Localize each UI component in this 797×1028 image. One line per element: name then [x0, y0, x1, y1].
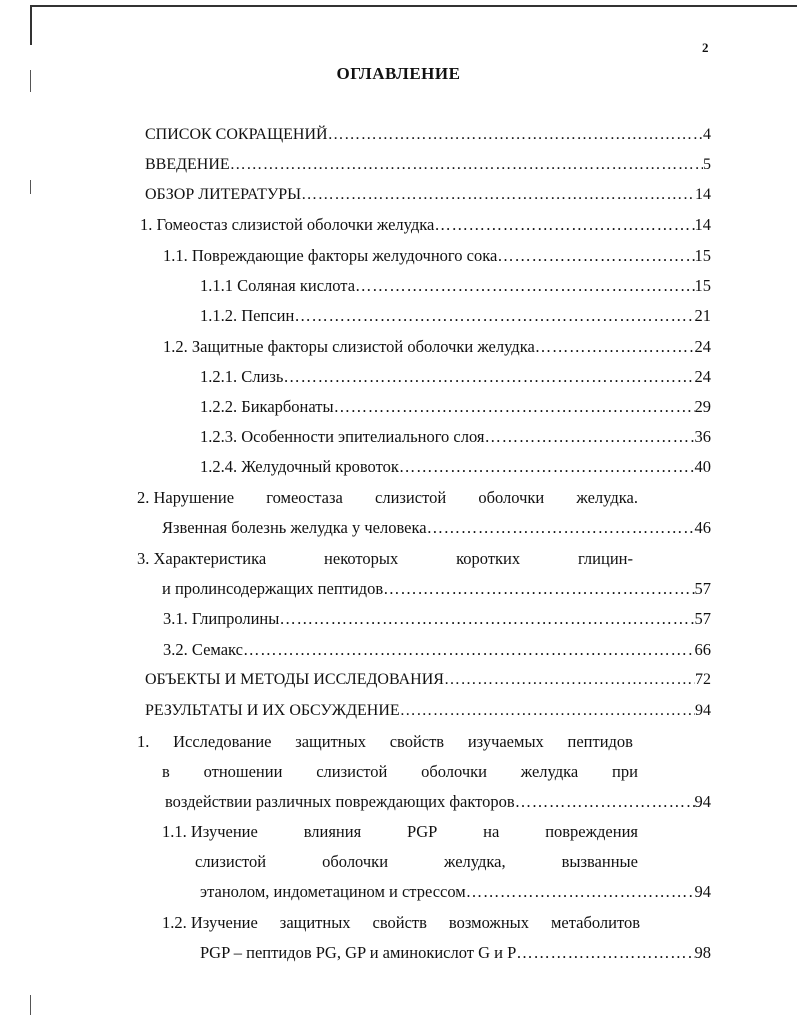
toc-entry-section-1-2-2: 1.2.2. Бикарбонаты …………………………………………………………………………………………………………………………………………………………………………… 29 — [200, 397, 711, 417]
toc-entry-results-1-line-3: воздействии различных повреждающих факторов …………………………………………………………………………………………………………………………………………………………………………… 94 — [165, 792, 711, 812]
toc-entry-section-1: 1. Гомеостаз слизистой оболочки желудка …………………………………………………………………………………………………………………………………………………………………………… 14 — [140, 215, 711, 235]
page-title: ОГЛАВЛЕНИЕ — [336, 64, 461, 83]
toc-entry-section-3-line-2: и пролинсодержащих пептидов …………………………………………………………………………………………………………………………………………………………………………… 57 — [162, 579, 711, 599]
page-number: 2 — [702, 40, 709, 55]
toc-entry-section-2-line-2: Язвенная болезнь желудка у человека …………………………………………………………………………………………………………………………………………………………………………… 46 — [162, 518, 711, 538]
scan-border-top — [30, 5, 797, 7]
toc-entry-section-1-1-2: 1.1.2. Пепсин …………………………………………………………………………………………………………………………………………………………………………… 21 — [200, 306, 711, 326]
toc-entry-results-1-1-line-3: этанолом, индометацином и стрессом …………………………………………………………………………………………………………………………………………………………………………… 94 — [200, 882, 711, 902]
toc-entry-section-3-line-1: 3. Характеристика некоторых коротких глицин- — [137, 549, 633, 568]
scan-mark — [30, 180, 31, 194]
toc-entry-section-1-2-3: 1.2.3. Особенности эпителиального слоя …………………………………………………………………………………………………………………………………………………………………………… 36 — [200, 427, 711, 447]
toc-entry-results-1-line-2: в отношении слизистой оболочки желудка при — [162, 762, 638, 781]
toc-entry-results-1-1-line-1: 1.1. Изучение влияния PGP на повреждения — [162, 822, 638, 841]
toc-entry-section-2-line-1: 2. Нарушение гомеостаза слизистой оболочки желудка. — [137, 488, 638, 507]
toc-entry-abbreviations: СПИСОК СОКРАЩЕНИЙ …………………………………………………………………………………………………………………………………………………………………………… 4 — [145, 125, 711, 145]
scan-mark — [30, 995, 31, 1015]
toc-entry-introduction: ВВЕДЕНИЕ …………………………………………………………………………………………………………………………………………………………………………… 5 — [145, 155, 711, 175]
toc-entry-results-1-2-line-2: PGP – пептидов PG, GP и аминокислот G и P …………………………………………………………………………………………………………………………………………………………………………… 98 — [200, 943, 711, 963]
toc-entry-results-1-2-line-1: 1.2. Изучение защитных свойств возможных метаболитов — [162, 913, 640, 932]
toc-entry-literature-review: ОБЗОР ЛИТЕРАТУРЫ …………………………………………………………………………………………………………………………………………………………………………… 14 — [145, 185, 711, 205]
toc-entry-section-1-2: 1.2. Защитные факторы слизистой оболочки желудка …………………………………………………………………………………………………………………………………………………………………………… 24 — [163, 337, 711, 357]
toc-entry-section-3-2: 3.2. Семакс …………………………………………………………………………………………………………………………………………………………………………… 66 — [163, 640, 711, 660]
toc-entry-methods: ОБЪЕКТЫ И МЕТОДЫ ИССЛЕДОВАНИЯ …………………………………………………………………………………………………………………………………………………………………………… 72 — [145, 670, 711, 690]
toc-entry-results-1-1-line-2: слизистой оболочки желудка, вызванные — [195, 852, 638, 871]
toc-entry-section-3-1: 3.1. Глипролины …………………………………………………………………………………………………………………………………………………………………………… 57 — [163, 609, 711, 629]
scan-border-left — [30, 5, 32, 45]
toc-entry-section-1-2-1: 1.2.1. Слизь …………………………………………………………………………………………………………………………………………………………………………… 24 — [200, 367, 711, 387]
toc-entry-section-1-1: 1.1. Повреждающие факторы желудочного сока …………………………………………………………………………………………………………………………………………………………………………… 15 — [163, 246, 711, 266]
toc-entry-results-1-line-1: 1. Исследование защитных свойств изучаемых пептидов — [137, 732, 633, 751]
toc-entry-section-1-2-4: 1.2.4. Желудочный кровоток …………………………………………………………………………………………………………………………………………………………………………… 40 — [200, 457, 711, 477]
toc-entry-section-1-1-1: 1.1.1 Соляная кислота …………………………………………………………………………………………………………………………………………………………………………… 15 — [200, 276, 711, 296]
toc-entry-results: РЕЗУЛЬТАТЫ И ИХ ОБСУЖДЕНИЕ …………………………………………………………………………………………………………………………………………………………………………… 94 — [145, 701, 711, 721]
